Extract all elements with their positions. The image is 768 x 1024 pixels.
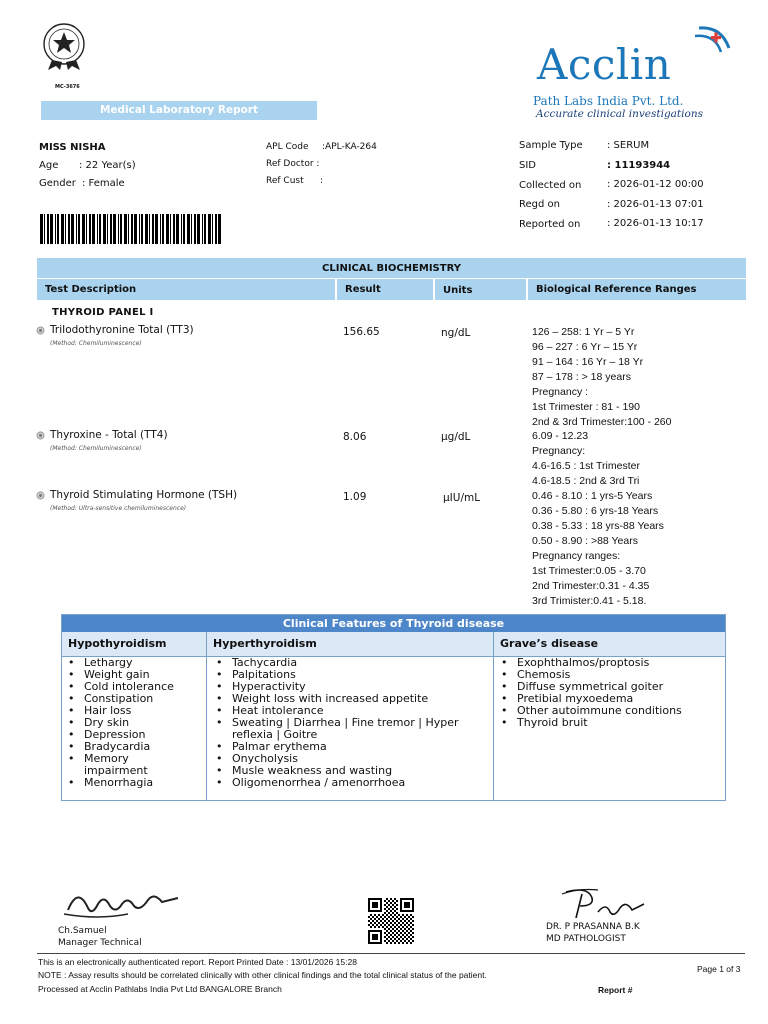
- list-item: • Hair loss: [64, 705, 204, 717]
- range-line: 0.36 - 5.80 : 6 yrs-18 Years: [532, 505, 659, 517]
- range-line: 3rd Trimister:0.41 - 5.18.: [532, 595, 647, 607]
- apl-code-label: APL Code: [266, 142, 309, 152]
- sid-label: SID: [519, 160, 536, 171]
- result-tt4: 8.06: [343, 431, 367, 443]
- patient-name: MISS NISHA: [39, 142, 106, 153]
- seal-code: MC-3676: [55, 84, 80, 90]
- column-result: Result: [337, 279, 433, 300]
- range-line: 1st Trimester : 81 - 190: [532, 401, 640, 413]
- lab-logo-wordmark: Acclin: [537, 40, 672, 89]
- list-item: • Lethargy: [64, 657, 204, 669]
- reported-label: Reported on: [519, 219, 581, 230]
- list-item: • Weight loss with increased appetite: [212, 693, 480, 705]
- list-item: • Cold intolerance: [64, 681, 204, 693]
- range-line: 91 – 164 : 16 Yr – 18 Yr: [532, 356, 644, 368]
- test-method-tt4: (Method: Chemiluminescence): [50, 445, 142, 452]
- list-item: • Oligomenorrhea / amenorrhoea: [212, 777, 480, 789]
- list-item: • Sweating | Diarrhea | Fine tremor | Hyper reflexia | Goitre: [212, 717, 474, 741]
- regd-label: Regd on: [519, 199, 560, 210]
- clinical-features-title: Clinical Features of Thyroid disease: [62, 615, 725, 632]
- range-line: Pregnancy:: [532, 445, 586, 457]
- ref-cust-value: :: [320, 176, 324, 186]
- age-label: Age: [39, 160, 59, 171]
- list-item: • Exophthalmos/proptosis: [497, 657, 723, 669]
- range-line: 0.38 - 5.33 : 18 yrs-88 Years: [532, 520, 664, 532]
- hyperthyroidism-heading: Hyperthyroidism: [207, 632, 493, 656]
- list-item: • Other autoimmune conditions: [497, 705, 723, 717]
- range-line: 4.6-18.5 : 2nd & 3rd Tri: [532, 475, 640, 487]
- report-title: Medical Laboratory Report: [41, 101, 317, 120]
- regd-value: : 2026-01-13 07:01: [607, 199, 704, 210]
- test-marker-icon: [36, 491, 45, 500]
- list-item: • Diffuse symmetrical goiter: [497, 681, 723, 693]
- footer-disclaimer: NOTE : Assay results should be correlated clinically with other clinical findings and the total clinical status of the patient.: [38, 970, 487, 980]
- list-item: • Palpitations: [212, 669, 480, 681]
- range-line: Pregnancy :: [532, 386, 589, 398]
- technical-manager-title: Manager Technical: [58, 938, 142, 948]
- result-tt3: 156.65: [343, 326, 380, 338]
- range-line: 2nd & 3rd Trimester:100 - 260: [532, 416, 672, 428]
- panel-title: THYROID PANEL I: [52, 307, 154, 318]
- range-line: 0.50 - 8.90 : >88 Years: [532, 535, 638, 547]
- test-name-tt3: TriIodothyronine Total (TT3): [50, 324, 194, 336]
- list-item: • Palmar erythema: [212, 741, 480, 753]
- sample-barcode: [40, 214, 222, 244]
- sample-type-label: Sample Type: [519, 140, 583, 151]
- list-item: • Bradycardia: [64, 741, 204, 753]
- lab-logo-cross-icon: [685, 22, 733, 74]
- reference-range-tt4: [532, 429, 640, 489]
- result-tsh: 1.09: [343, 491, 367, 503]
- list-item: • Onycholysis: [212, 753, 480, 765]
- column-divider: [493, 632, 494, 800]
- range-line: 1st Trimester:0.05 - 3.70: [532, 565, 646, 577]
- list-item: • Memory impairment: [64, 753, 184, 777]
- reference-range-tt3: [532, 325, 672, 430]
- technical-manager-name: Ch.Samuel: [58, 926, 107, 936]
- unit-tt3: ng/dL: [441, 327, 471, 339]
- sample-type-value: : SERUM: [607, 140, 650, 151]
- range-line: 126 – 258: 1 Yr – 5 Yr: [532, 326, 635, 338]
- column-divider: [206, 632, 207, 800]
- lab-tagline: Accurate clinical investigations: [536, 108, 703, 120]
- range-line: 2nd Trimester:0.31 - 4.35: [532, 580, 650, 592]
- list-item: • Pretibial myxoedema: [497, 693, 723, 705]
- sid-value: : 11193944: [607, 160, 671, 171]
- range-line: 96 – 227 : 6 Yr – 15 Yr: [532, 341, 638, 353]
- page-number: Page 1 of 3: [697, 964, 741, 974]
- hyperthyroidism-list: [212, 657, 480, 789]
- column-units: Units: [435, 279, 526, 300]
- gender-label: Gender: [39, 178, 76, 189]
- department-header: CLINICAL BIOCHEMISTRY: [37, 258, 746, 278]
- reference-range-tsh: [532, 489, 664, 609]
- technical-manager-signature: [58, 878, 198, 928]
- test-marker-icon: [36, 326, 45, 335]
- hypothyroidism-heading: Hypothyroidism: [62, 632, 206, 656]
- gender-value: : Female: [82, 178, 125, 189]
- test-name-tt4: Thyroxine - Total (TT4): [50, 429, 168, 441]
- column-reference-ranges: Biological Reference Ranges: [528, 279, 746, 300]
- graves-disease-heading: Grave’s disease: [494, 632, 725, 656]
- list-item: • Chemosis: [497, 669, 723, 681]
- test-name-tsh: Thyroid Stimulating Hormone (TSH): [50, 489, 238, 501]
- list-item: • Dry skin: [64, 717, 204, 729]
- range-line: 0.46 - 8.10 : 1 yrs-5 Years: [532, 490, 653, 502]
- unit-tt4: µg/dL: [441, 431, 471, 443]
- footer-authentication-note: This is an electronically authenticated report. Report Printed Date : 13/01/2026 15:28: [38, 957, 357, 967]
- unit-tsh: µIU/mL: [443, 492, 481, 504]
- range-line: Pregnancy ranges:: [532, 550, 621, 562]
- test-method-tt3: (Method: Chemiluminescence): [50, 340, 142, 347]
- age-value: : 22 Year(s): [79, 160, 136, 171]
- test-method-tsh: (Method: Ultra-sensitive chemiluminescence): [50, 505, 187, 512]
- collected-label: Collected on: [519, 180, 582, 191]
- list-item: • Tachycardia: [212, 657, 480, 669]
- report-number-label: Report #: [598, 985, 633, 995]
- hypothyroidism-list: [64, 657, 204, 789]
- list-item: • Depression: [64, 729, 204, 741]
- collected-value: : 2026-01-12 00:00: [607, 179, 704, 190]
- accreditation-seal-logo: [38, 20, 90, 72]
- verification-qr-code: [368, 898, 414, 944]
- apl-code-value: :APL-KA-264: [322, 142, 377, 152]
- pathologist-signature: [558, 884, 648, 924]
- column-test-description: Test Description: [37, 279, 335, 300]
- range-line: 87 – 178 : > 18 years: [532, 371, 631, 383]
- pathologist-name: DR. P PRASANNA B.K: [546, 922, 640, 932]
- list-item: • Hyperactivity: [212, 681, 480, 693]
- lab-subtitle: Path Labs India Pvt. Ltd.: [533, 94, 684, 108]
- range-line: 6.09 - 12.23: [532, 430, 589, 442]
- list-item: • Musle weakness and wasting: [212, 765, 480, 777]
- test-marker-icon: [36, 431, 45, 440]
- list-item: • Heat intolerance: [212, 705, 480, 717]
- ref-doctor-label: Ref Doctor :: [266, 159, 320, 169]
- list-item: • Constipation: [64, 693, 204, 705]
- reported-value: : 2026-01-13 10:17: [607, 218, 704, 229]
- ref-cust-label: Ref Cust: [266, 176, 304, 186]
- list-item: • Thyroid bruit: [497, 717, 723, 729]
- range-line: 4.6-16.5 : 1st Trimester: [532, 460, 640, 472]
- list-item: • Weight gain: [64, 669, 204, 681]
- list-item: • Menorrhagia: [64, 777, 204, 789]
- footer-processed-at: Processed at Acclin Pathlabs India Pvt Ltd BANGALORE Branch: [38, 984, 282, 994]
- pathologist-title: MD PATHOLOGIST: [546, 934, 626, 944]
- footer-divider: [37, 953, 745, 954]
- graves-disease-list: [497, 657, 723, 729]
